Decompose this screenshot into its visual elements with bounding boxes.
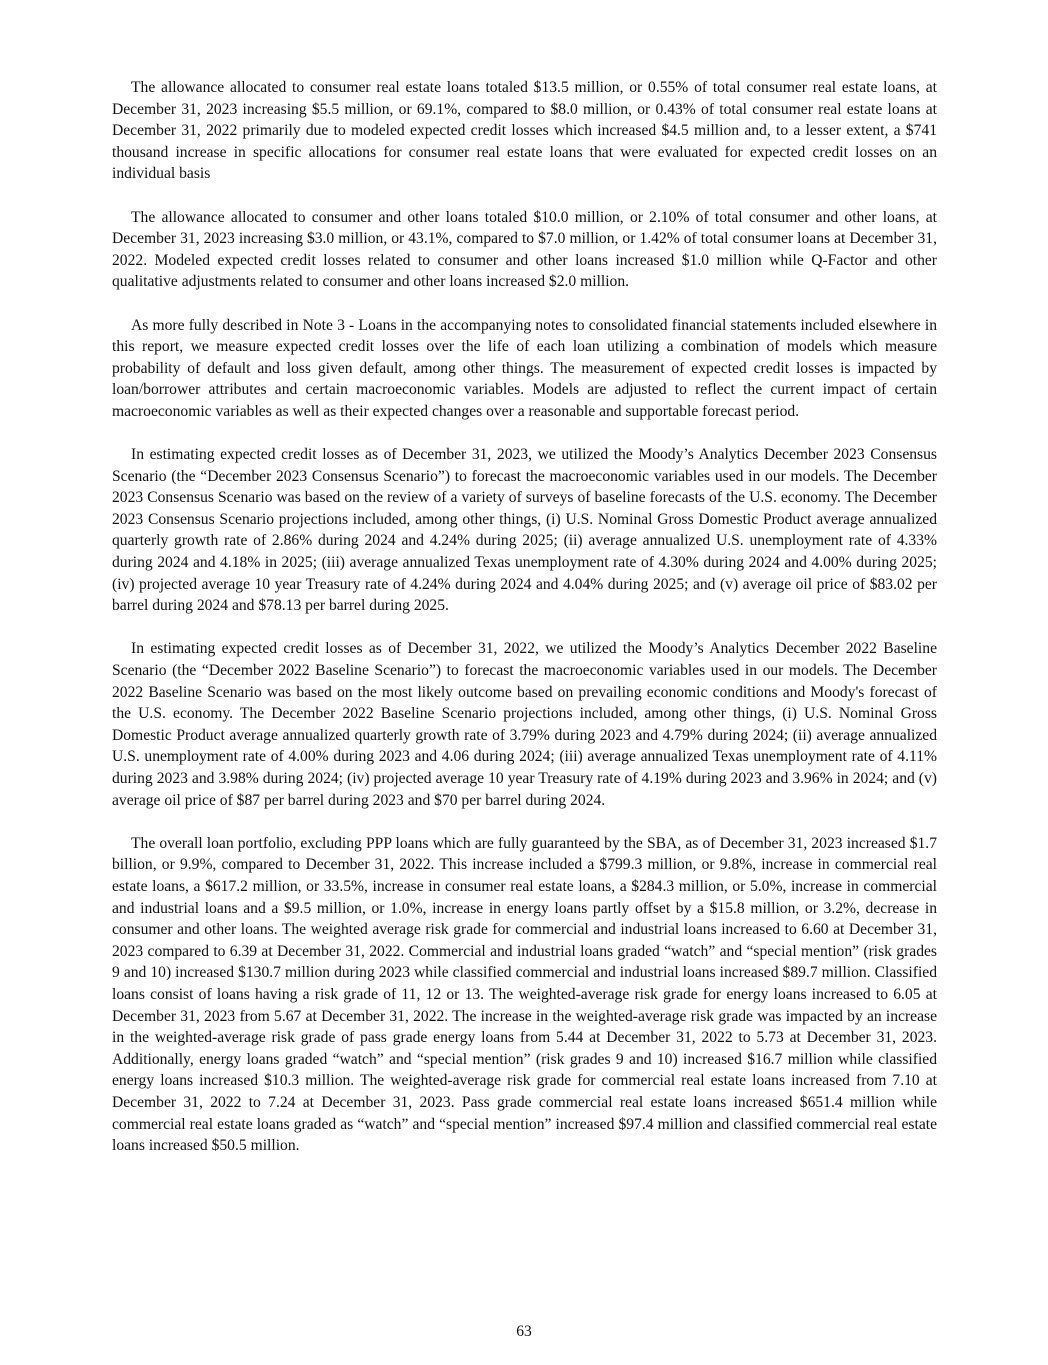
paragraph-2023-consensus-scenario: In estimating expected credit losses as of December 31, 2023, we utilized the Moody’s Analytics December 2023 Consensus Scenario (the “December 2023 Consensus Scenario”) to forecast the macroeconomic variables used in our models. The December 2023 Consensus Scenario was based on the review of a variety of surveys of baseline forecasts of the U.S. economy. The December 2023 Consensus Scenario projections included, among other things, (i) U.S. Nominal Gross Domestic Product average annualized quarterly growth rate of 2.86% during 2024 and 4.24% during 2025; (ii) average annualized U.S. unemployment rate of 4.33% during 2024 and 4.18% in 2025; (iii) average annualized Texas unemployment rate of 4.30% during 2024 and 4.00% during 2025; (iv) projected average 10 year Treasury rate of 4.24% during 2024 and 4.04% during 2025; and (v) average oil price of $83.02 per barrel during 2024 and $78.13 per barrel during 2025. xyxy=(112,446,937,615)
paragraph-2022-baseline-scenario: In estimating expected credit losses as of December 31, 2022, we utilized the Moody’s Analytics December 2022 Baseline Scenario (the “December 2022 Baseline Scenario”) to forecast the macroeconomic variables used in our models. The December 2022 Baseline Scenario was based on the most likely outcome based on prevailing economic conditions and Moody's forecast of the U.S. economy. The December 2022 Baseline Scenario projections included, among other things, (i) U.S. Nominal Gross Domestic Product average annualized quarterly growth rate of 3.79% during 2023 and 4.79% during 2024; (ii) average annualized U.S. unemployment rate of 4.00% during 2023 and 4.06 during 2024; (iii) average annualized Texas unemployment rate of 4.11% during 2023 and 3.98% during 2024; (iv) projected average 10 year Treasury rate of 4.19% during 2023 and 3.96% in 2024; and (v) average oil price of $87 per barrel during 2023 and $70 per barrel during 2024. xyxy=(112,640,937,809)
paragraph-loan-portfolio-risk-grades: The overall loan portfolio, excluding PPP loans which are fully guaranteed by the SBA, as of December 31, 2023 increased $1.7 billion, or 9.9%, compared to December 31, 2022. This increase included a $799.3 million, or 9.8%, increase in commercial real estate loans, a $617.2 million, or 33.5%, increase in consumer real estate loans, a $284.3 million, or 5.0%, increase in commercial and industrial loans and a $9.5 million, or 1.0%, increase in energy loans partly offset by a $15.8 million, or 3.2%, decrease in consumer and other loans. The weighted average risk grade for commercial and industrial loans increased to 6.60 at December 31, 2023 compared to 6.39 at December 31, 2022. Commercial and industrial loans graded “watch” and “special mention” (risk grades 9 and 10) increased $130.7 million during 2023 while classified commercial and industrial loans increased $89.7 million. Classified loans consist of loans having a risk grade of 11, 12 or 13. The weighted-average risk grade for energy loans increased to 6.05 at December 31, 2023 from 5.67 at December 31, 2022. The increase in the weighted-average risk grade was impacted by an increase in the weighted-average risk grade of pass grade energy loans from 5.44 at December 31, 2022 to 5.73 at December 31, 2023. Additionally, energy loans graded “watch” and “special mention” (risk grades 9 and 10) increased $16.7 million while classified energy loans increased $10.3 million. The weighted-average risk grade for commercial real estate loans increased from 7.10 at December 31, 2022 to 7.24 at December 31, 2023. Pass grade commercial real estate loans increased $651.4 million while commercial real estate loans graded as “watch” and “special mention” increased $97.4 million and classified commercial real estate loans increased $50.5 million. xyxy=(112,834,937,1155)
paragraph-consumer-real-estate-allowance: The allowance allocated to consumer real estate loans totaled $13.5 million, or 0.55% of total consumer real estate loans, at December 31, 2023 increasing $5.5 million, or 69.1%, compared to $8.0 million, or 0.43% of total consumer real estate loans at December 31, 2022 primarily due to modeled expected credit losses which increased $4.5 million and, to a lesser extent, a $741 thousand increase in specific allocations for consumer real estate loans that were evaluated for expected credit losses on an individual basis xyxy=(112,79,937,183)
page-number: 63 xyxy=(516,1323,532,1340)
document-body xyxy=(112,77,937,1178)
paragraph-expected-credit-loss-models: As more fully described in Note 3 - Loans in the accompanying notes to consolidated financial statements included elsewhere in this report, we measure expected credit losses over the life of each loan utilizing a combination of models which measure probability of default and loss given default, among other things. The measurement of expected credit losses is impacted by loan/borrower attributes and certain macroeconomic variables. Models are adjusted to reflect the current impact of certain macroeconomic variables as well as their expected changes over a reasonable and supportable forecast period. xyxy=(112,316,937,420)
paragraph-consumer-other-allowance: The allowance allocated to consumer and other loans totaled $10.0 million, or 2.10% of total consumer and other loans, at December 31, 2023 increasing $3.0 million, or 43.1%, compared to $7.0 million, or 1.42% of total consumer loans at December 31, 2022. Modeled expected credit losses related to consumer and other loans increased $1.0 million while Q-Factor and other qualitative adjustments related to consumer and other loans increased $2.0 million. xyxy=(112,208,937,291)
